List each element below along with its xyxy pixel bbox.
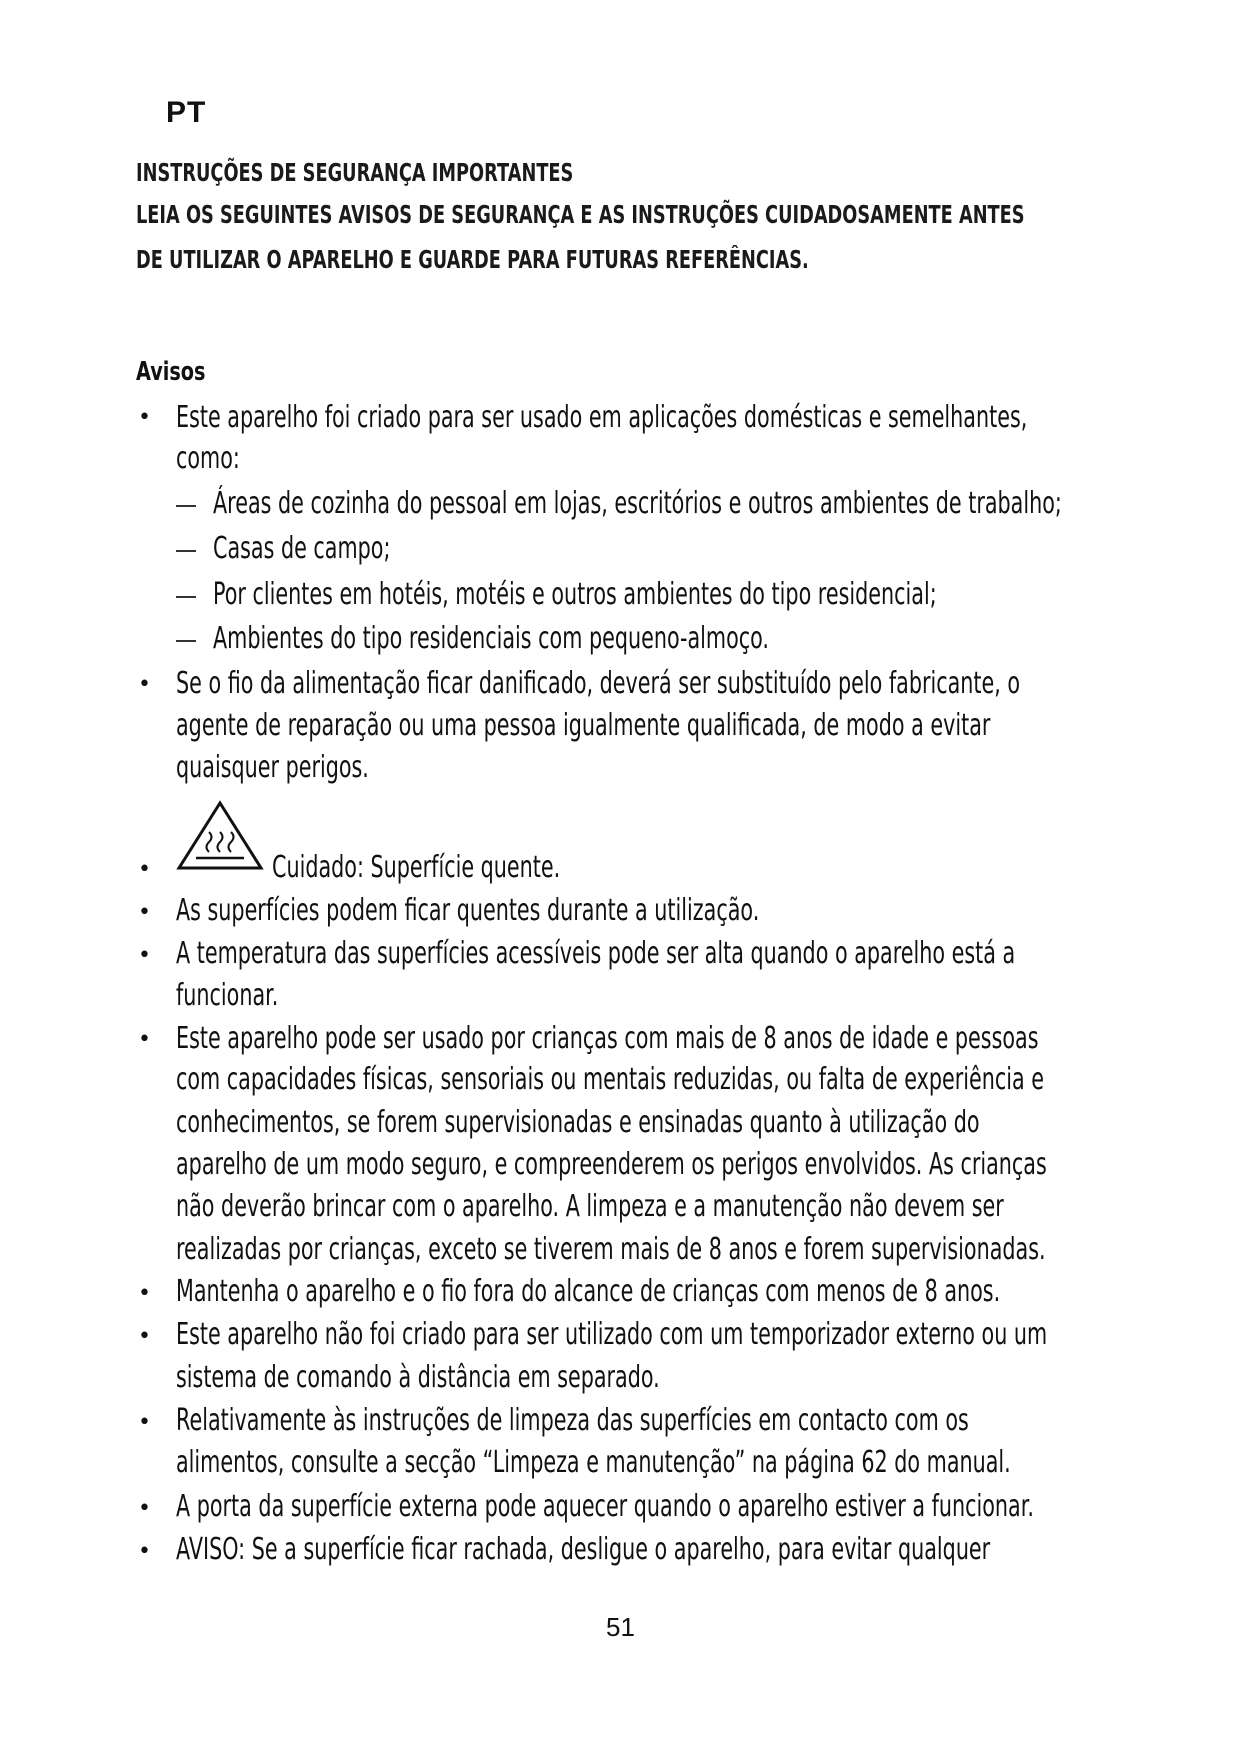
list-item: Mantenha o aparelho e o fio fora do alcance de crianças com menos de 8 anos. <box>176 1274 1001 1309</box>
bullet: • <box>138 1281 151 1306</box>
safety-subheading-line2: DE UTILIZAR O APARELHO E GUARDE PARA FUTURAS REFERÊNCIAS. <box>136 245 809 274</box>
bullet: • <box>138 1496 151 1521</box>
language-code: PT <box>166 96 207 129</box>
list-item: As superfícies podem ficar quentes durante a utilização. <box>176 893 760 928</box>
list-item-continued: sistema de comando à distância em separado. <box>176 1360 660 1395</box>
list-item: Relativamente às instruções de limpeza das superfícies em contacto com os <box>176 1403 969 1438</box>
hot-surface-warning-icon <box>176 800 264 872</box>
list-item: Se o fio da alimentação ficar danificado, deverá ser substituído pelo fabricante, o <box>176 666 1021 701</box>
list-item: Este aparelho pode ser usado por crianças com mais de 8 anos de idade e pessoas <box>176 1021 1039 1056</box>
list-item: A temperatura das superfícies acessíveis pode ser alta quando o aparelho está a <box>176 936 1016 971</box>
bullet: • <box>138 405 151 430</box>
safety-subheading-line1: LEIA OS SEGUINTES AVISOS DE SEGURANÇA E AS INSTRUÇÕES CUIDADOSAMENTE ANTES <box>136 200 1025 229</box>
sub-list-item: Ambientes do tipo residenciais com pequeno-almoço. <box>213 621 769 656</box>
safety-heading: INSTRUÇÕES DE SEGURANÇA IMPORTANTES <box>136 158 574 187</box>
list-item: A porta da superfície externa pode aquecer quando o aparelho estiver a funcionar. <box>176 1489 1034 1524</box>
list-item: Cuidado: Superfície quente. <box>272 850 561 885</box>
list-item-continued: realizadas por crianças, exceto se tiverem mais de 8 anos e forem supervisionadas. <box>176 1232 1046 1267</box>
section-title: Avisos <box>136 357 206 387</box>
bullet: • <box>138 943 151 968</box>
list-item-continued: não deverão brincar com o aparelho. A limpeza e a manutenção não devem ser <box>176 1189 1004 1224</box>
bullet: • <box>138 1410 151 1435</box>
bullet: • <box>138 1539 151 1564</box>
dash-marker <box>176 550 196 552</box>
list-item-continued: funcionar. <box>176 978 279 1013</box>
bullet: • <box>138 672 151 697</box>
dash-marker <box>176 596 196 598</box>
list-item-continued: quaisquer perigos. <box>176 750 369 785</box>
list-item: Este aparelho foi criado para ser usado em aplicações domésticas e semelhantes, <box>176 400 1028 435</box>
sub-list-item: Por clientes em hotéis, motéis e outros ambientes do tipo residencial; <box>213 577 937 612</box>
list-item-continued: aparelho de um modo seguro, e compreenderem os perigos envolvidos. As crianças <box>176 1147 1047 1182</box>
sub-list-item: Áreas de cozinha do pessoal em lojas, escritórios e outros ambientes de trabalho; <box>213 486 1062 521</box>
list-item-continued: com capacidades físicas, sensoriais ou mentais reduzidas, ou falta de experiência e <box>176 1062 1045 1097</box>
bullet: • <box>138 1324 151 1349</box>
bullet: • <box>138 857 151 882</box>
page-number: 51 <box>606 1612 635 1642</box>
dash-marker <box>176 640 196 642</box>
list-item-continued: agente de reparação ou uma pessoa igualmente qualificada, de modo a evitar <box>176 708 991 743</box>
sub-list-item: Casas de campo; <box>213 531 391 566</box>
bullet: • <box>138 1027 151 1052</box>
list-item: AVISO: Se a superfície ficar rachada, desligue o aparelho, para evitar qualquer <box>176 1532 991 1567</box>
list-item-continued: como: <box>176 441 240 476</box>
dash-marker <box>176 505 196 507</box>
bullet: • <box>138 900 151 925</box>
list-item-continued: conhecimentos, se forem supervisionadas e ensinadas quanto à utilização do <box>176 1105 980 1140</box>
list-item: Este aparelho não foi criado para ser utilizado com um temporizador externo ou um <box>176 1317 1048 1352</box>
list-item-continued: alimentos, consulte a secção “Limpeza e manutenção” na página 62 do manual. <box>176 1445 1011 1480</box>
